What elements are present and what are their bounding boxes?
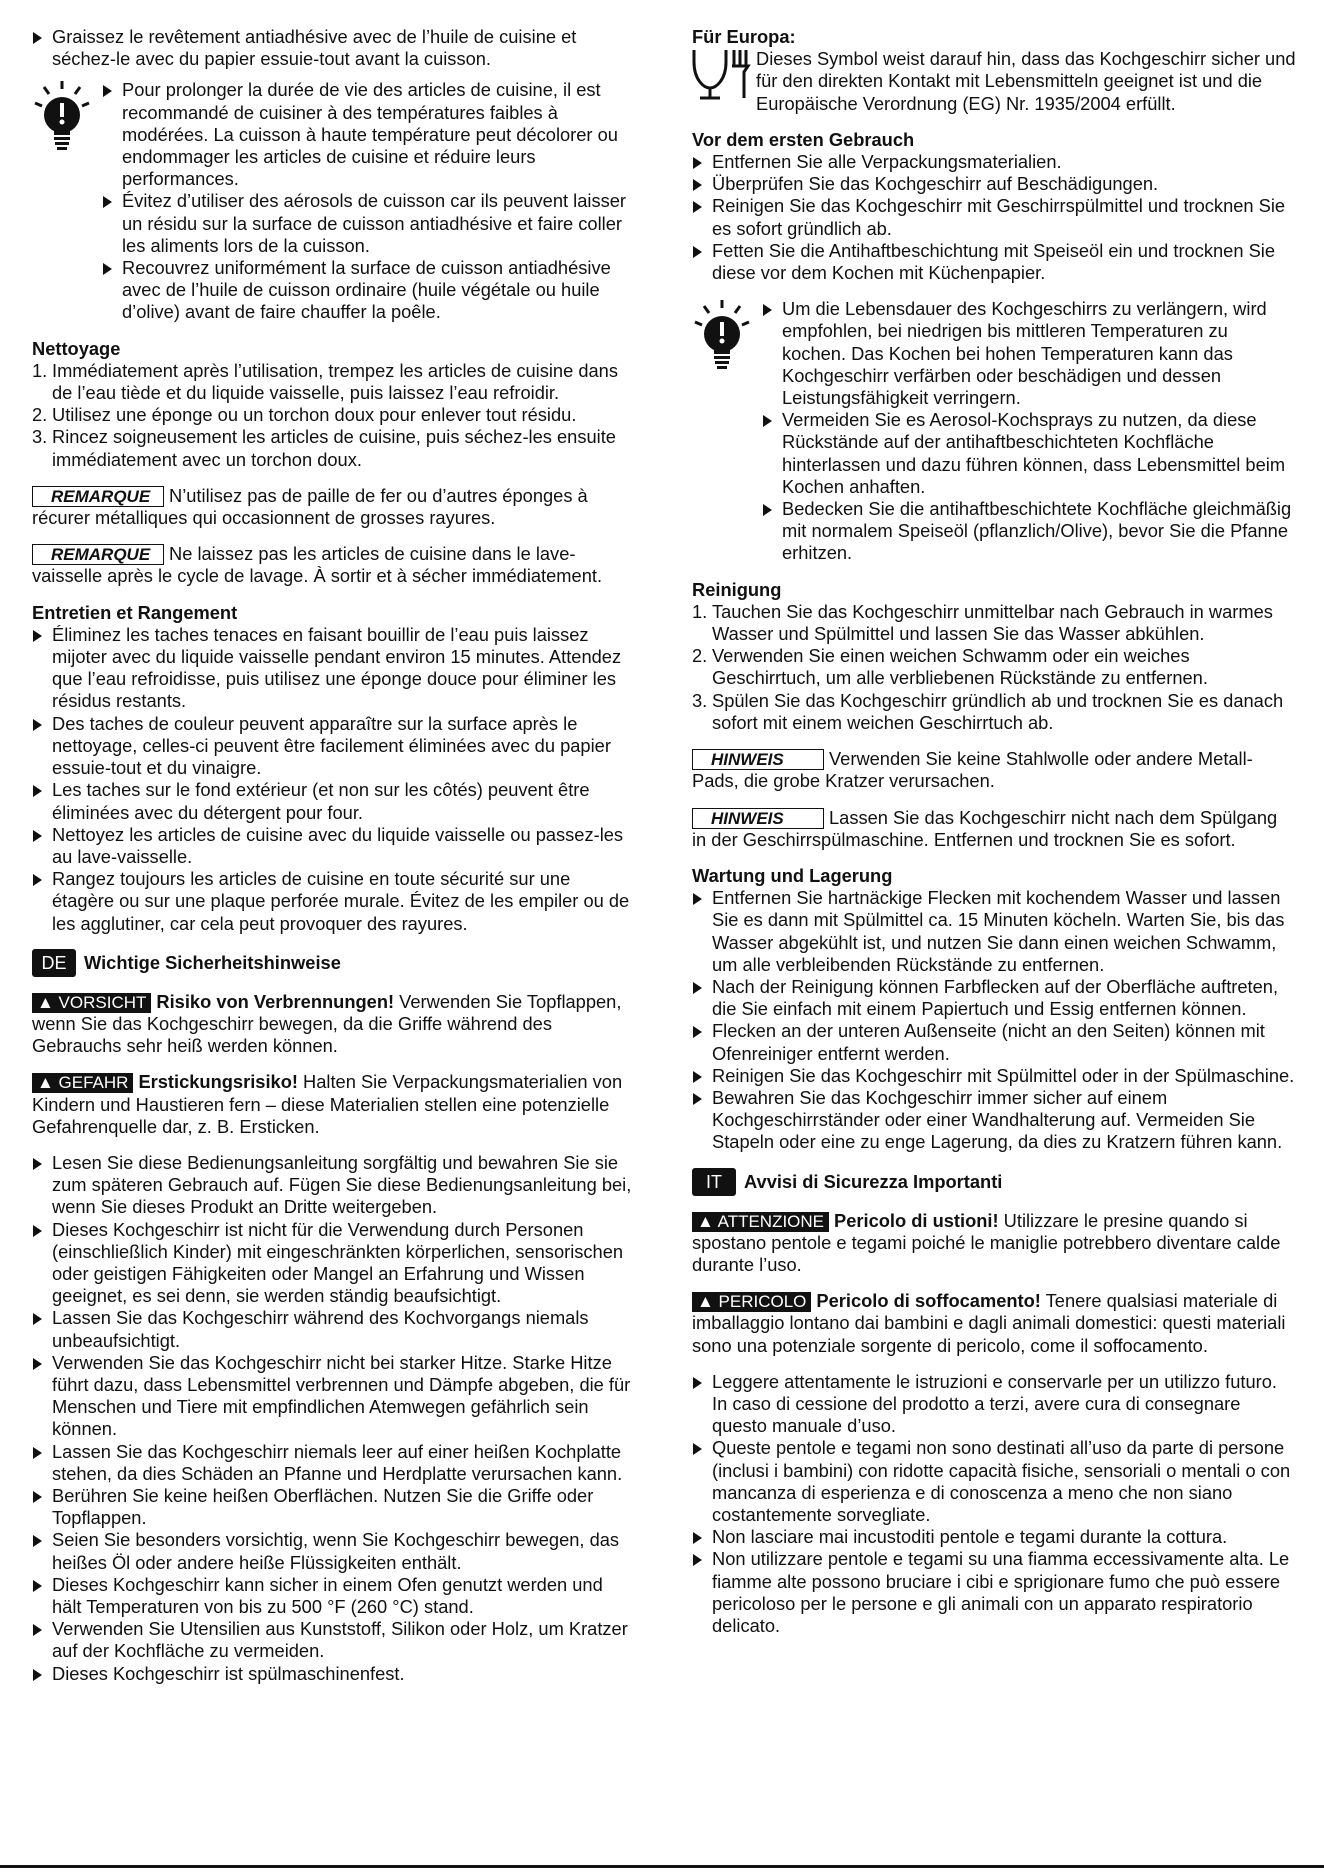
de-first-use-item: Reinigen Sie das Kochgeschirr mit Geschirrspülmittel und trocknen Sie es sofort gründlich ab. [692,195,1296,239]
lightbulb-tip-icon [32,79,92,155]
de-safety-item: Verwenden Sie Utensilien aus Kunststoff, Silikon oder Holz, um Kratzer auf der Kochfläche zu vermeiden. [32,1618,632,1662]
de-safety-item: Dieses Kochgeschirr ist nicht für die Verwendung durch Personen (einschließlich Kinder) mit eingeschränkten körperlichen, sensorischen oder geistigen Fähigkeiten oder Mangel an Erfahrung und Wissen geeignet, es sei denn, sie werden ständig beaufsichtigt. [32,1219,632,1308]
fr-care-item: Nettoyez les articles de cuisine avec du liquide vaisselle ou passez-les au lave-vaisselle. [32,824,632,868]
de-tip-item: Vermeiden Sie es Aerosol-Kochsprays zu nutzen, da diese Rückstände auf der antihaftbeschichteten Kochfläche hinterlassen und dazu führen können, dass Lebensmittel beim Kochen anhaften. [762,409,1296,498]
fr-care-item: Des taches de couleur peuvent apparaître sur la surface après le nettoyage, celles-ci peuvent être facilement éliminées avec du papier essuie-tout et du vinaigre. [32,713,632,780]
de-cleaning-step: 2. Verwenden Sie einen weichen Schwamm oder ein weiches Geschirrtuch, um alle verbliebenen Rückstände zu entfernen. [692,645,1208,689]
de-safety-item: Lassen Sie das Kochgeschirr während des Kochvorgangs niemals unbeaufsichtigt. [32,1307,632,1351]
note-label: REMARQUE [32,544,164,565]
right-column [692,26,1296,1637]
de-caution: ▲ VORSICHT Risiko von Verbrennungen! Verwenden Sie Topflappen, wenn Sie das Kochgeschirr bewegen, da die Griffe während des Gebrauchs sehr heiß werden können. [32,990,622,1057]
note-label: REMARQUE [32,486,164,507]
de-safety-item: Berühren Sie keine heißen Oberflächen. Nutzen Sie die Griffe oder Topflappen. [32,1485,632,1529]
de-europe-heading: Für Europa: [692,26,796,47]
food-safe-glass-fork-icon [692,48,752,100]
it-section-header [692,1168,1296,1196]
fr-cleaning-step: 2. Utilisez une éponge ou un torchon doux pour enlever tout résidu. [32,404,577,426]
fr-note-2: REMARQUE Ne laissez pas les articles de cuisine dans le lave-vaisselle après le cycle de lavage. À sortir et à sécher immédiatement. [32,543,603,587]
it-caution: ▲ ATTENZIONE Pericolo di ustioni! Utilizzare le presine quando si spostano pentole e tegami poiché le maniglie potrebbero diventare calde durante l’uso. [692,1209,1281,1275]
de-section-header [32,949,632,977]
it-section-title: Avvisi di Sicurezza Importanti [744,1170,1003,1192]
danger-badge: ▲ PERICOLO [692,1292,811,1312]
fr-tip-block [32,79,632,323]
fr-tip-item: Recouvrez uniformément la surface de cuisson antiadhésive avec de l’huile de cuisson ordinaire (huile végétale ou huile d’olive) avant de faire chauffer la poêle. [102,257,632,324]
de-safety-item: Dieses Kochgeschirr kann sicher in einem Ofen genutzt werden und hält Temperaturen von bis zu 500 °F (260 °C) stand. [32,1574,632,1618]
de-safety-item: Verwenden Sie das Kochgeschirr nicht bei starker Hitze. Starke Hitze führt dazu, dass Lebensmittel verbrennen und Dämpfe abgeben, die für Menschen und Tiere mit empfindlichen Atemwegen gefährlich sein können. [32,1352,632,1441]
de-safety-item: Dieses Kochgeschirr ist spülmaschinenfest. [32,1663,632,1685]
caution-badge: ▲ VORSICHT [32,993,151,1013]
de-first-use-item: Fetten Sie die Antihaftbeschichtung mit Speiseöl ein und trocknen Sie diese vor dem Kochen mit Küchenpapier. [692,240,1296,284]
it-safety-item: Non utilizzare pentole e tegami su una fiamma eccessivamente alta. Le fiamme alte possono bruciare i cibi e sprigionare fumo che può essere pericoloso per le persone e gli animali con un apparato respiratorio delicato. [692,1548,1296,1637]
fr-intro-bullet: Graissez le revêtement antiadhésive avec de l’huile de cuisine et séchez-le avec du papier essuie-tout avant la cuisson. [32,26,632,70]
language-badge-it: IT [692,1168,736,1196]
de-care-item: Bewahren Sie das Kochgeschirr immer sicher auf einem Kochgeschirrständer oder einer Wandhalterung auf. Vermeiden Sie Stapeln oder eine zu enge Lagerung, da dies zu Kratzern führen kann. [692,1087,1296,1154]
language-badge-de: DE [32,949,76,977]
de-tip-item: Bedecken Sie die antihaftbeschichtete Kochfläche gleichmäßig mit normalem Speiseöl (pflanzlich/Olive), bevor Sie die Pfanne erhitzen. [762,498,1296,565]
fr-care-item: Rangez toujours les articles de cuisine en toute sécurité sur une étagère ou sur une plaque perforée murale. Évitez de les empiler ou de les agglutiner, car cela peut provoquer des rayures. [32,868,632,935]
fr-care-heading: Entretien et Rangement [32,601,238,623]
it-safety-item: Non lasciare mai incustoditi pentole e tegami durante la cottura. [692,1526,1296,1548]
it-safety-item: Leggere attentamente le istruzioni e conservarle per un utilizzo futuro. In caso di cessione del prodotto a terzi, avere cura di consegnare questo manuale d’uso. [692,1371,1296,1438]
fr-tip-item: Évitez d’utiliser des aérosols de cuisson car ils peuvent laisser un résidu sur la surface de cuisson antiadhésive et faire coller les aliments lors de la cuisson. [102,190,632,257]
de-cleaning-heading: Reinigung [692,578,782,600]
left-column [32,26,632,1685]
de-section-title: Wichtige Sicherheitshinweise [84,951,341,973]
de-tip-item: Um die Lebensdauer des Kochgeschirrs zu verlängern, wird empfohlen, bei niedrigen bis mittleren Temperaturen zu kochen. Das Kochen bei hohen Temperaturen kann das Kochgeschirr verfärben oder beschädigen und dessen Leistungsfähigkeit verringern. [762,298,1296,409]
caution-badge: ▲ ATTENZIONE [692,1212,829,1232]
de-care-item: Nach der Reinigung können Farbflecken auf der Oberfläche auftreten, die Sie einfach mit einem Papiertuch und Essig entfernen können. [692,976,1296,1020]
de-first-use-heading: Vor dem ersten Gebrauch [692,128,915,150]
fr-care-item: Éliminez les taches tenaces en faisant bouillir de l’eau puis laissez mijoter avec du liquide vaisselle pendant environ 15 minutes. Attendez que l’eau refroidisse, puis utilisez une éponge douce pour éliminer les résidus restants. [32,624,632,713]
de-tip-block [692,298,1296,564]
de-first-use-item: Entfernen Sie alle Verpackungsmaterialien. [692,151,1296,173]
de-safety-item: Seien Sie besonders vorsichtig, wenn Sie Kochgeschirr bewegen, das heißes Öl oder andere heiße Flüssigkeiten enthält. [32,1529,632,1573]
de-note-1: HINWEIS Verwenden Sie keine Stahlwolle oder andere Metall-Pads, die grobe Kratzer verursachen. [692,748,1253,792]
fr-cleaning-step: 3. Rincez soigneusement les articles de cuisine, puis séchez-les ensuite immédiatement avec un torchon doux. [32,426,616,470]
it-safety-item: Queste pentole e tegami non sono destinati all’uso da parte di persone (inclusi i bambini) con ridotte capacità fisiche, sensoriali o mentali o con mancanza di esperienza e di conoscenza a meno che non siano costantemente sorvegliate. [692,1437,1296,1526]
de-care-item: Flecken an der unteren Außenseite (nicht an den Seiten) können mit Ofenreiniger entfernt werden. [692,1020,1296,1064]
it-danger: ▲ PERICOLO Pericolo di soffocamento! Tenere qualsiasi materiale di imballaggio lontano dai bambini e dagli animali domestici: questi materiali sono una potenziale sorgente di pericolo, come il soffocamento. [692,1290,1286,1356]
de-care-item: Entfernen Sie hartnäckige Flecken mit kochendem Wasser und lassen Sie es dann mit Spülmittel ca. 15 Minuten köcheln. Warten Sie, bis das Wasser abgekühlt ist, und nutzen Sie dann einen weichen Schwamm, um alle verbleibenden Rückstände zu entfernen. [692,887,1296,976]
de-safety-item: Lassen Sie das Kochgeschirr niemals leer auf einer heißen Kochplatte stehen, da dies Schäden an Pfanne und Herdplatte verursachen kann. [32,1441,632,1485]
de-safety-item: Lesen Sie diese Bedienungsanleitung sorgfältig und bewahren Sie sie zum späteren Gebrauch auf. Fügen Sie diese Bedienungsanleitung bei, wenn Sie dieses Produkt an Dritte weitergeben. [32,1152,632,1219]
danger-badge: ▲ GEFAHR [32,1073,133,1093]
fr-care-item: Les taches sur le fond extérieur (et non sur les côtés) peuvent être éliminées avec du détergent pour four. [32,779,632,823]
page-bottom-rule [0,1865,1324,1868]
de-care-heading: Wartung und Lagerung [692,864,893,886]
fr-cleaning-step: 1. Immédiatement après l’utilisation, trempez les articles de cuisine dans de l’eau tiède et du liquide vaisselle, puis laissez l’eau refroidir. [32,359,618,404]
de-cleaning-step: 1. Tauchen Sie das Kochgeschirr unmittelbar nach Gebrauch in warmes Wasser und Spülmittel und lassen Sie das Wasser abkühlen. [692,600,1273,645]
de-europe-text: Dieses Symbol weist darauf hin, dass das Kochgeschirr sicher und für den direkten Kontakt mit Lebensmitteln geeignet ist und die Europäische Verordnung (EG) Nr. 1935/2004 erfüllt. [756,48,1296,114]
de-care-item: Reinigen Sie das Kochgeschirr mit Spülmittel oder in der Spülmaschine. [692,1065,1296,1087]
fr-tip-item: Pour prolonger la durée de vie des articles de cuisine, il est recommandé de cuisiner à des températures faibles à modérées. La cuisson à haute température peut décolorer ou endommager les articles de cuisine et réduire leurs performances. [102,79,632,190]
note-label: HINWEIS [692,749,824,770]
fr-cleaning-heading: Nettoyage [32,337,121,359]
de-note-2: HINWEIS Lassen Sie das Kochgeschirr nicht nach dem Spülgang in der Geschirrspülmaschine. Entfernen und trocknen Sie es sofort. [692,806,1278,850]
de-danger: ▲ GEFAHR Erstickungsrisiko! Halten Sie Verpackungsmaterialien von Kindern und Haustieren fern – diese Materialien stellen eine potenzielle Gefahrenquelle dar, z. B. Ersticken. [32,1071,623,1137]
de-cleaning-step: 3. Spülen Sie das Kochgeschirr gründlich ab und trocknen Sie es danach sofort mit einem weichen Geschirrtuch ab. [692,689,1284,733]
note-label: HINWEIS [692,808,824,829]
fr-note-1: REMARQUE N’utilisez pas de paille de fer ou d’autres éponges à récurer métalliques qui occasionnent de grosses rayures. [32,484,588,529]
food-safe-notice [692,48,1296,115]
lightbulb-tip-icon [692,298,752,374]
de-first-use-item: Überprüfen Sie das Kochgeschirr auf Beschädigungen. [692,173,1296,195]
